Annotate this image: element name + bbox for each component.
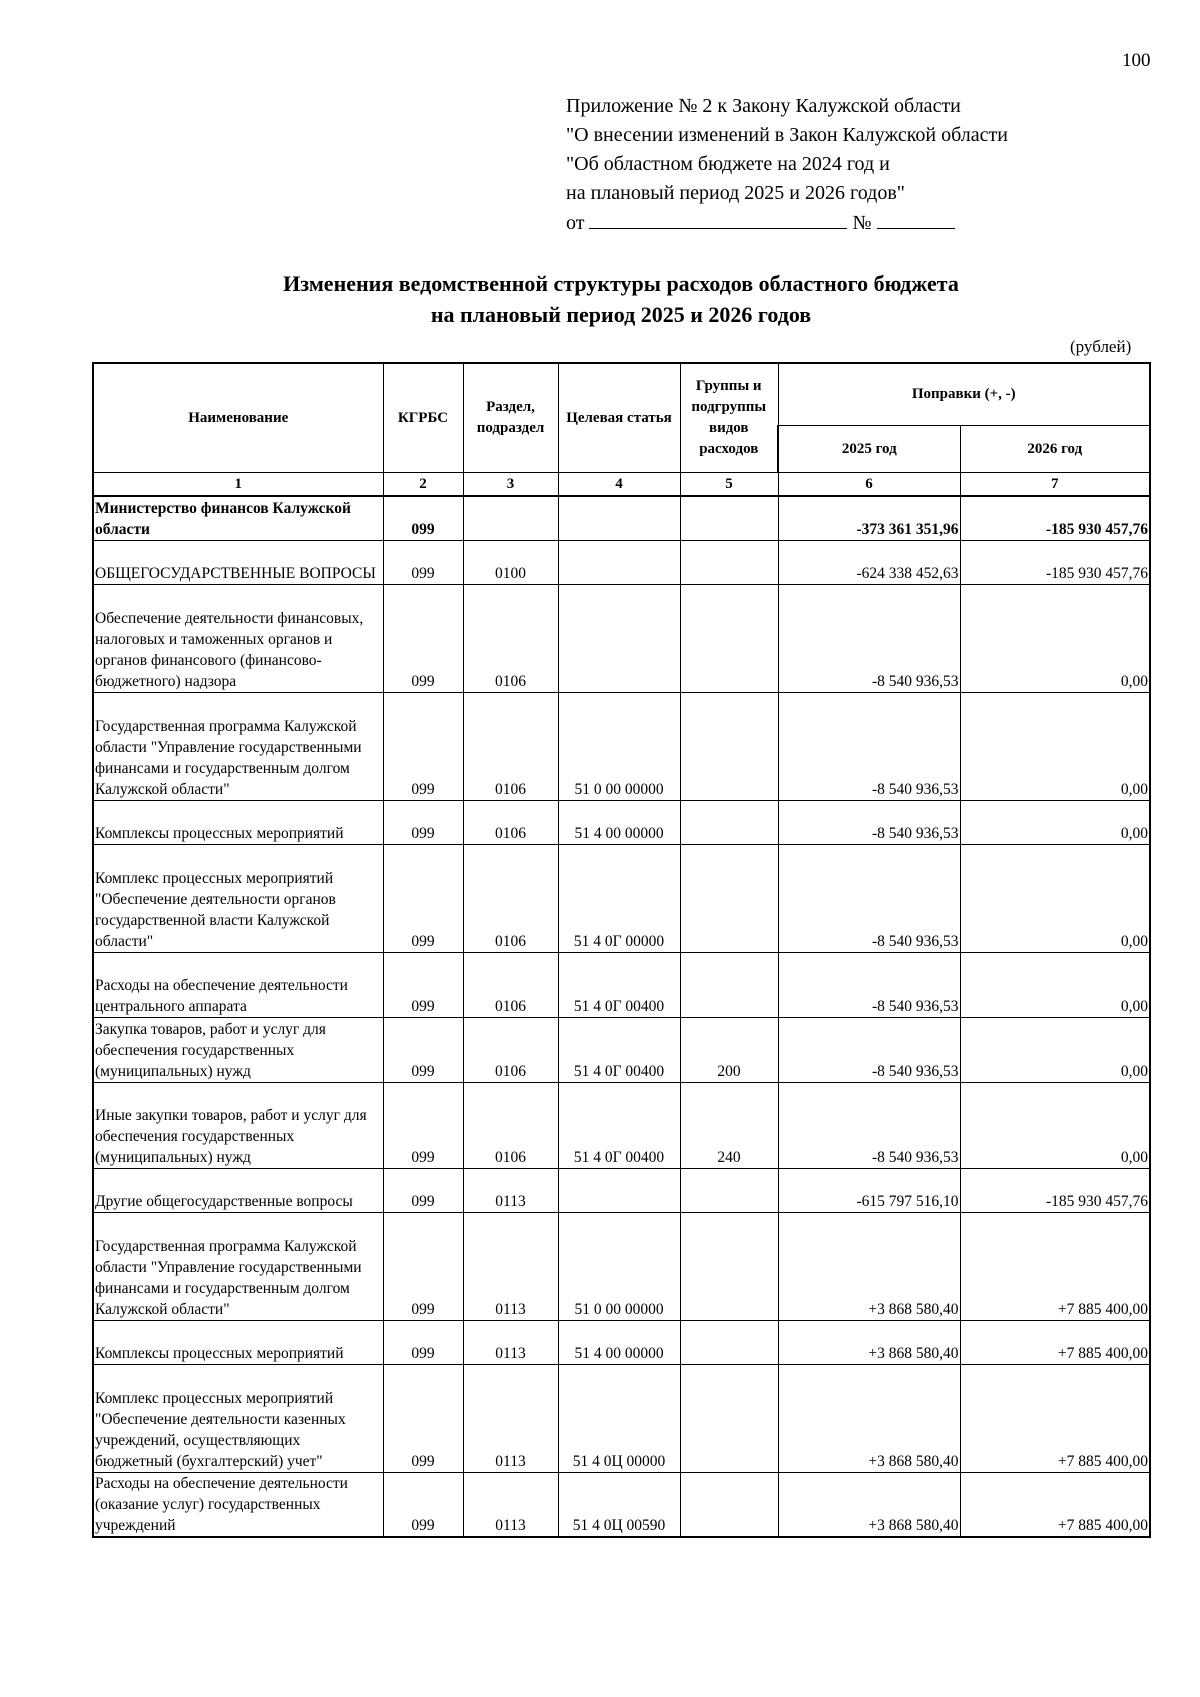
cell-kgrbs: 099 [383,584,463,692]
title-line-1: Изменения ведомственной структуры расходов областного бюджета [283,271,959,296]
cell-2025: -8 540 936,53 [778,844,960,952]
cell-group [680,844,778,952]
cell-target [558,584,680,692]
cell-name: Комплексы процессных мероприятий [93,1320,383,1364]
cell-group [680,1212,778,1320]
column-number: 1 [93,473,383,497]
cell-2025: -373 361 351,96 [778,496,960,540]
cell-target [558,496,680,540]
cell-group [680,1320,778,1364]
cell-target: 51 4 00 00000 [558,1320,680,1364]
cell-name: Иные закупки товаров, работ и услуг для обеспечения государственных (муниципальных) нужд [93,1082,383,1168]
cell-group [680,800,778,844]
cell-target: 51 4 00 00000 [558,800,680,844]
cell-2026: -185 930 457,76 [960,540,1150,584]
header-amendments: Поправки (+, -) [778,363,1150,426]
cell-kgrbs: 099 [383,800,463,844]
cell-2025: +3 868 580,40 [778,1364,960,1472]
cell-section: 0106 [463,584,558,692]
column-number: 2 [383,473,463,497]
cell-group [680,1472,778,1537]
cell-name: Расходы на обеспечение деятельности (оказание услуг) государственных учреждений [93,1472,383,1537]
header-2025: 2025 год [778,426,960,473]
appendix-line: "О внесении изменений в Закон Калужской области [566,124,1008,146]
cell-kgrbs: 099 [383,540,463,584]
cell-section: 0113 [463,1168,558,1212]
cell-section: 0106 [463,952,558,1017]
cell-section: 0106 [463,1082,558,1168]
cell-2025: -8 540 936,53 [778,800,960,844]
appendix-line: Приложение № 2 к Закону Калужской области [566,95,961,117]
cell-section: 0100 [463,540,558,584]
table-row [93,1082,1150,1168]
cell-target: 51 4 0Ц 00000 [558,1364,680,1472]
document-title [0,268,1200,330]
header-name: Наименование [93,363,383,473]
cell-2026: +7 885 400,00 [960,1320,1150,1364]
cell-section: 0106 [463,692,558,800]
cell-name: Комплекс процессных мероприятий "Обеспечение деятельности органов государственной власти Калужской области" [93,844,383,952]
cell-kgrbs: 099 [383,1082,463,1168]
cell-name: Государственная программа Калужской области "Управление государственными финансами и государственным долгом Калужской области" [93,1212,383,1320]
cell-kgrbs: 099 [383,496,463,540]
cell-group [680,692,778,800]
table-row [93,692,1150,800]
cell-2026: -185 930 457,76 [960,1168,1150,1212]
header-groups: Группы и подгруппы видов расходов [680,363,778,473]
table-row [93,1364,1150,1472]
cell-2026: +7 885 400,00 [960,1472,1150,1537]
table-row [93,844,1150,952]
cell-kgrbs: 099 [383,1364,463,1472]
cell-2025: -8 540 936,53 [778,1082,960,1168]
cell-2025: -8 540 936,53 [778,584,960,692]
header-section: Раздел, подраздел [463,363,558,473]
cell-section [463,496,558,540]
cell-section: 0113 [463,1472,558,1537]
appendix-line: "Об областном бюджете на 2024 год и [566,153,890,175]
cell-group [680,1168,778,1212]
cell-target: 51 4 0Г 00400 [558,1017,680,1082]
cell-group [680,952,778,1017]
cell-section: 0106 [463,1017,558,1082]
cell-2026: 0,00 [960,844,1150,952]
cell-target: 51 4 0Г 00000 [558,844,680,952]
cell-name: Комплекс процессных мероприятий "Обеспечение деятельности казенных учреждений, осуществляющих бюджетный (бухгалтерский) учет" [93,1364,383,1472]
cell-group: 200 [680,1017,778,1082]
cell-2025: -8 540 936,53 [778,952,960,1017]
column-number: 4 [558,473,680,497]
cell-target [558,1168,680,1212]
table-row [93,1017,1150,1082]
cell-2025: -624 338 452,63 [778,540,960,584]
cell-name: Расходы на обеспечение деятельности центрального аппарата [93,952,383,1017]
column-number: 5 [680,473,778,497]
cell-2025: -615 797 516,10 [778,1168,960,1212]
header-2026: 2026 год [960,426,1150,473]
cell-name: Государственная программа Калужской области "Управление государственными финансами и государственным долгом Калужской области" [93,692,383,800]
cell-target: 51 4 0Г 00400 [558,1082,680,1168]
cell-2026: 0,00 [960,952,1150,1017]
units-label: (рублей) [1070,337,1132,356]
page-number: 100 [1122,50,1151,71]
cell-section: 0106 [463,844,558,952]
cell-kgrbs: 099 [383,1168,463,1212]
cell-2026: 0,00 [960,800,1150,844]
cell-section: 0106 [463,800,558,844]
table-row [93,1168,1150,1212]
cell-2025: -8 540 936,53 [778,692,960,800]
cell-target: 51 0 00 00000 [558,692,680,800]
cell-kgrbs: 099 [383,1320,463,1364]
cell-2025: +3 868 580,40 [778,1320,960,1364]
cell-section: 0113 [463,1320,558,1364]
cell-2026: 0,00 [960,1082,1150,1168]
cell-name: Министерство финансов Калужской области [93,496,383,540]
header-target: Целевая статья [558,363,680,473]
table-row [93,1472,1150,1537]
cell-name: Другие общегосударственные вопросы [93,1168,383,1212]
cell-kgrbs: 099 [383,1212,463,1320]
cell-group: 240 [680,1082,778,1168]
cell-2026: 0,00 [960,584,1150,692]
table-row [93,952,1150,1017]
date-blank [589,208,847,229]
appendix-block [566,92,1008,238]
number-blank [877,208,955,229]
table-row [93,496,1150,540]
cell-group [680,496,778,540]
cell-kgrbs: 099 [383,952,463,1017]
header-kgrbs: КГРБС [383,363,463,473]
cell-name: ОБЩЕГОСУДАРСТВЕННЫЕ ВОПРОСЫ [93,540,383,584]
budget-table [92,362,1151,1538]
cell-2026: 0,00 [960,692,1150,800]
appendix-date-line [566,208,1008,238]
cell-group [680,1364,778,1472]
cell-name: Комплексы процессных мероприятий [93,800,383,844]
cell-2026: 0,00 [960,1017,1150,1082]
cell-target: 51 4 0Г 00400 [558,952,680,1017]
cell-group [680,584,778,692]
title-line-2: на плановый период 2025 и 2026 годов [430,302,812,327]
cell-section: 0113 [463,1212,558,1320]
cell-2026: -185 930 457,76 [960,496,1150,540]
cell-kgrbs: 099 [383,692,463,800]
cell-name: Закупка товаров, работ и услуг для обеспечения государственных (муниципальных) нужд [93,1017,383,1082]
cell-2025: +3 868 580,40 [778,1472,960,1537]
table-row [93,584,1150,692]
cell-group [680,540,778,584]
table-row [93,1212,1150,1320]
cell-kgrbs: 099 [383,1472,463,1537]
cell-kgrbs: 099 [383,844,463,952]
date-prefix: от [566,212,585,234]
column-number: 7 [960,473,1150,497]
cell-section: 0113 [463,1364,558,1472]
cell-2026: +7 885 400,00 [960,1212,1150,1320]
cell-2025: +3 868 580,40 [778,1212,960,1320]
cell-target: 51 0 00 00000 [558,1212,680,1320]
column-number: 6 [778,473,960,497]
table-row [93,540,1150,584]
number-sign: № [852,212,872,234]
table-row [93,1320,1150,1364]
cell-target [558,540,680,584]
column-number: 3 [463,473,558,497]
cell-2025: -8 540 936,53 [778,1017,960,1082]
cell-2026: +7 885 400,00 [960,1364,1150,1472]
table-row [93,800,1150,844]
cell-name: Обеспечение деятельности финансовых, налоговых и таможенных органов и органов финансового (финансово-бюджетного) надзора [93,584,383,692]
cell-target: 51 4 0Ц 00590 [558,1472,680,1537]
appendix-line: на плановый период 2025 и 2026 годов" [566,182,905,204]
cell-kgrbs: 099 [383,1017,463,1082]
